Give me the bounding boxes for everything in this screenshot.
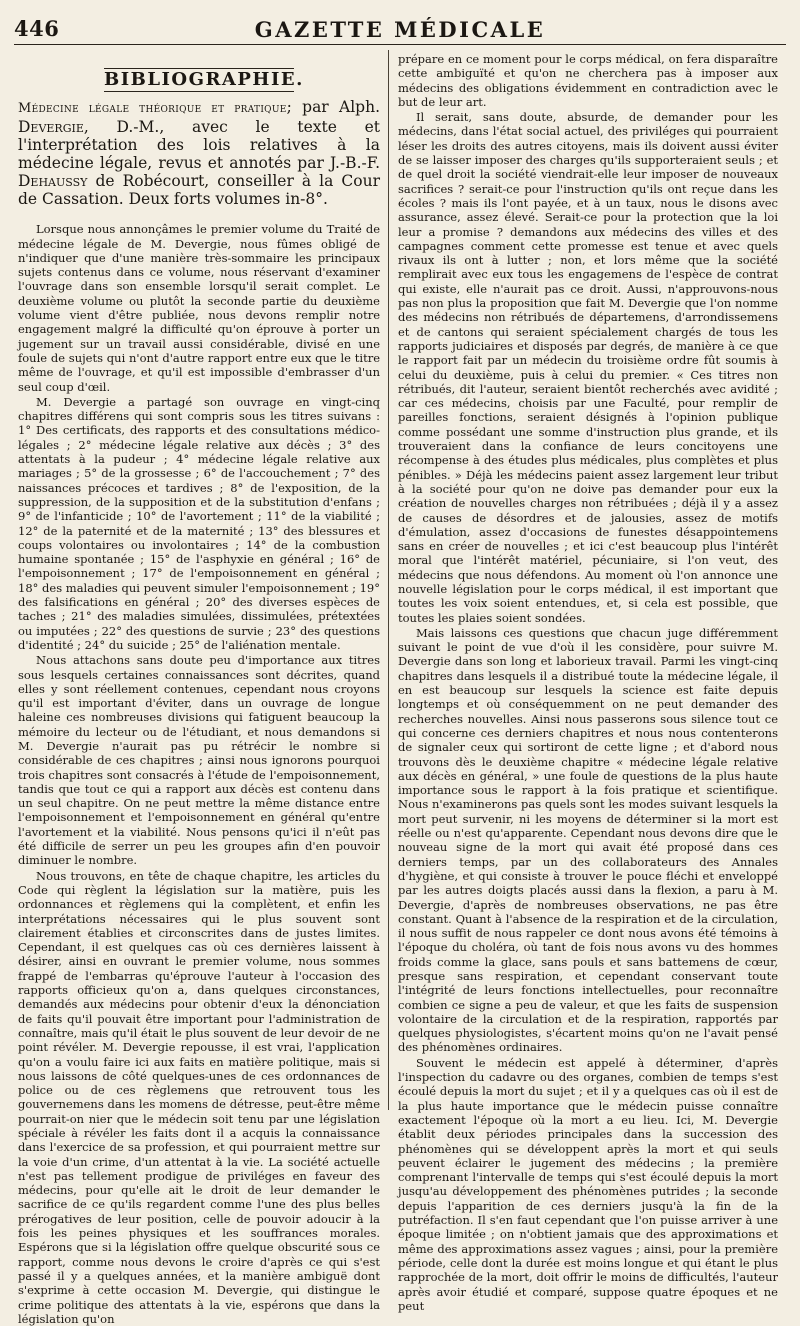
right-column [398,52,778,1313]
book-details: , D.-M., avec le texte et l'interprétation des lois relatives à la médecine légale, revus et annotés par J.-B.-F. [18,118,380,173]
section-title: BIBLIOGRAPHIE. [104,68,294,92]
paragraph: M. Devergie a partagé son ouvrage en vingt-cinq chapitres différens qui sont compris sous les titres suivans : 1° Des certificats, des rapports et des consultations médico-légales ; 2° médecine légale relative aux décès ; 3° des attentats à la pudeur ; 4° médecine légale relative aux mariages ; 5° de la grossesse ; 6° de l'accouchement ; 7° des naissances précoces et tardives ; 8° de l'exposition, de la suppression, de la supposition et de la substitution d'enfans ; 9° de l'infanticide ; 10° de l'avortement ; 11° de la viabilité ; 12° de la paternité et de la maternité ; 13° des blessures et coups volontaires ou involontaires ; 14° de la combustion humaine spontanée ; 15° de l'asphyxie en général ; 16° de l'empoisonnement ; 17° de l'empoisonnement en général ; 18° des maladies qui peuvent simuler l'empoisonnement ; 19° des falsifications en général ; 20° des diverses espèces de taches ; 21° des maladies simulées, dissimulées, prétextées ou imputées ; 22° des questions de survie ; 23° des questions d'identité ; 24° du suicide ; 25° de l'aliénation mentale. [18,394,380,652]
column-divider [388,50,389,1110]
book-reference [18,98,380,208]
paragraph: Lorsque nous annonçâmes le premier volume du Traité de médecine légale de M. Devergie, nous fûmes obligé de n'indiquer que d'une manière très-sommaire les principaux sujets contenus dans ce volume, nous réservant d'examiner l'ouvrage dans son ensemble lorsqu'il serait complet. Le deuxième volume ou plutôt la seconde partie du deuxième volume vient d'être publiée, nous devons remplir notre engagement malgré la difficulté qu'on éprouve à porter un jugement sur un travail aussi considérable, divisé en une foule de sujets qui n'ont d'autre rapport entre eux que le titre même de l'ouvrage, et qu'il est impossible d'embrasser d'un seul coup d'œil. [18,222,380,394]
left-column [18,52,380,1326]
paragraph: Il serait, sans doute, absurde, de demander pour les médecins, dans l'état social actuel, des priviléges qui pourraient léser les droits des autres citoyens, mais ils doivent aussi éviter de se laisser imposer des charges qu'ils supporteraient seuls ; et de quel droit la société viendrait-elle leur imposer de nouveaux sacrifices ? serait-ce pour l'instruction qu'ils ont reçue dans les écoles ? mais ils l'ont payée, et à un taux, nous le disons avec assurance, assez élevé. Serait-ce pour la protection que la loi leur a promise ? demandons aux médecins des villes et des campagnes comment cette promesse est tenue et avec quels rivaux ils ont à lutter ; non, et lors même que la société remplirait avec eux tous les engagemens de l'espèce de contrat qui existe, elle n'aurait pas ce droit. Aussi, n'approuvons-nous pas non plus la proposition que fait M. Devergie que l'on nomme des médecins non rétribués de départemens, d'arrondissemens et de cantons qui seraient spécialement chargés de tous les rapports judiciaires et disposés par degrés, de manière à ce que le rapport fait par un médecin du troisième ordre fût soumis à celui du deuxième, puis à celui du premier. « Ces titres non rétribués, dit l'auteur, seraient bientôt recherchés avec avidité ; car ces médecins, choisis par une Faculté, pour remplir de pareilles fonctions, seraient désignés à l'opinion publique comme possédant une somme d'instruction plus grande, et ils trouveraient dans la confiance de leurs concitoyens une récompense à des études plus médicales, plus complètes et plus pénibles. » Déjà les médecins paient assez largement leur tribut à la société pour qu'on ne doive pas demander pour eux la création de nouvelles charges non rétribuées ; déjà il y a assez de causes de désordres et de jalousies, assez de motifs d'émulation, assez d'occasions de funestes désappointemens sans en créer de nouvelles ; et ici c'est beaucoup plus l'intérêt moral que l'intérêt matériel, pécuniaire, si l'on veut, des médecins que nous défendons. Au moment où l'on annonce une nouvelle législation pour le corps médical, il est important que toutes les voix soient entendues, et, si cela est possible, que toutes les plaies soient sondées. [398,110,778,625]
book-author: Devergie [18,118,84,137]
page-number: 446 [14,16,60,41]
book-separator: ; par Alph. [286,98,380,117]
paragraph: Nous trouvons, en tête de chaque chapitre, les articles du Code qui règlent la législation sur la matière, puis les ordonnances et règlemens qui la complètent, et enfin les interprétations nécessaires qui le plus souvent sont clairement établies et circonscrites dans de justes limites. Cependant, il est quelques cas où ces dernières laissent à désirer, ainsi en ouvrant le premier volume, nous sommes frappé de l'embarras qu'éprouve l'auteur à l'occasion des rapports officieux qu'on a, dans quelques circonstances, demandés aux médecins pour obtenir d'eux la dénonciation de faits qu'il pouvait être important pour l'administration de connaître, mais qu'il était le plus souvent de leur devoir de ne point révéler. M. Devergie repousse, il est vrai, l'application qu'on a voulu faire ici aux faits en matière politique, mais si nous laissons de côté quelques-unes de ces ordonnances de police ou de ces règlemens que retrouvent tous les gouvernemens dans les momens de détresse, peut-être même pourrait-on nier que le médecin soit tenu par une législation spéciale à révéler les faits dont il a acquis la connaissance dans l'exercice de sa profession, et qui pourraient mettre sur la voie d'un crime, d'un attentat à la vie. La société actuelle n'est pas tellement prodigue de priviléges en faveur des médecins, pour qu'elle ait le droit de leur demander le sacrifice de ce qu'ils regardent comme l'une des plus belles prérogatives de leur position, celle de pouvoir adoucir à la fois les peines physiques et les souffrances morales. Espérons que si la législation offre quelque obscurité sous ce rapport, comme nous devons le croire d'après ce qui s'est passé il y a quelques années, et la manière ambiguë dont s'exprime à cette occasion M. Devergie, qui distingue le crime politique des attentats à la vie, espérons que dans la législation qu'on [18,868,380,1326]
paragraph: Mais laissons ces questions que chacun juge différemment suivant le point de vue d'où il les considère, pour suivre M. Devergie dans son long et laborieux travail. Parmi les vingt-cinq chapitres dans lesquels il a distribué toute la médecine légale, il en est beaucoup sur lesquels la science est faite depuis longtemps et où conséquemment on ne peut demander des recherches nouvelles. Ainsi nous passerons sous silence tout ce qui concerne ces derniers chapitres et nous nous contenterons de signaler ceux qui sortiront de cette ligne ; et d'abord nous trouvons dès le deuxième chapitre « médecine légale relative aux décès en général, » une foule de questions de la plus haute importance sous le rapport à la fois pratique et scientifique. Nous n'examinerons pas quels sont les modes suivant lesquels la mort peut survenir, ni les moyens de déterminer si la mort est réelle ou n'est qu'apparente. Cependant nous devons dire que le nouveau signe de la mort qui avait été proposé dans ces derniers temps, par un des collaborateurs des Annales d'hygiène, et qui consiste à trouver le pouce fléchi et enveloppé par les autres doigts placés aussi dans la flexion, a paru à M. Devergie, d'après de nombreuses observations, ne pas être constant. Quant à l'absence de la respiration et de la circulation, il nous suffit de nous rappeler ce dont nous avons été témoins à l'époque du choléra, où tant de fois nous avons vu des hommes froids comme la glace, sans pouls et sans battemens de cœur, presque sans respiration, et cependant conservant toute l'intégrité de leurs fonctions intellectuelles, pour reconnaître combien ce signe a peu de valeur, et que les faits de suspension volontaire de la circulation et de la respiration, rapportés par quelques physiologistes, s'écartent moins qu'on ne l'avait pensé des phénomènes ordinaires. [398,625,778,1055]
paragraph: Souvent le médecin est appelé à déterminer, d'après l'inspection du cadavre ou des organes, combien de temps s'est écoulé depuis la mort du sujet ; et il y a quelques cas où il est de la plus haute importance que le médecin puisse connaître exactement l'époque où la mort a eu lieu. Ici, M. Devergie établit deux périodes principales dans la succession des phénomènes qui se développent après la mort et qui seuls peuvent éclairer le jugement des médecins ; la première comprenant l'intervalle de temps qui s'est écoulé depuis la mort jusqu'au développement des phénomènes putrides ; la seconde depuis l'apparition de ces derniers jusqu'à la fin de la putréfaction. Il s'en faut cependant que l'on puisse arriver à une époque limitée ; on n'obtient jamais que des approximations et même des approximations assez vagues ; ainsi, pour la première période, celle dont la durée est moins longue et qui étant le plus rapprochée de la mort, doit offrir le moins de difficultés, l'auteur après avoir étudié et comparé, suppose quatre époques et ne peut [398,1055,778,1313]
running-title: GAZETTE MÉDICALE [254,17,546,42]
paragraph: Nous attachons sans doute peu d'importance aux titres sous lesquels certaines connaissances sont décrites, quand elles y sont réellement contenues, cependant nous croyons qu'il est important d'éviter, dans un ouvrage de longue haleine ces nombreuses divisions qui fatiguent beaucoup la mémoire du lecteur ou de l'étudiant, et nous demandons si M. Devergie n'aurait pas pu rétrécir le nombre si considérable de ces chapitres ; ainsi nous ignorons pourquoi trois chapitres sont consacrés à l'étude de l'empoisonnement, tandis que tout ce qui a rapport aux décès est contenu dans un seul chapitre. On ne peut mettre la même distance entre l'empoisonnement et l'empoisonnement en général qu'entre l'avortement et la viabilité. Nous pensons qu'ici il n'eût pas été difficile de serrer un peu les groupes afin d'en pouvoir diminuer le nombre. [18,653,380,868]
book-annotator: Dehaussy [18,172,88,191]
paragraph: prépare en ce moment pour le corps médical, on fera disparaître cette ambiguïté et qu'on ne cherchera pas à imposer aux médecins des obligations évidemment en contradiction avec le but de leur art. [398,52,778,109]
book-tail: de Robécourt, conseiller à la Cour de Cassation. Deux forts volumes in-8°. [18,172,380,209]
page-header [14,14,786,45]
book-title: Médecine légale théorique et pratique [18,101,287,117]
